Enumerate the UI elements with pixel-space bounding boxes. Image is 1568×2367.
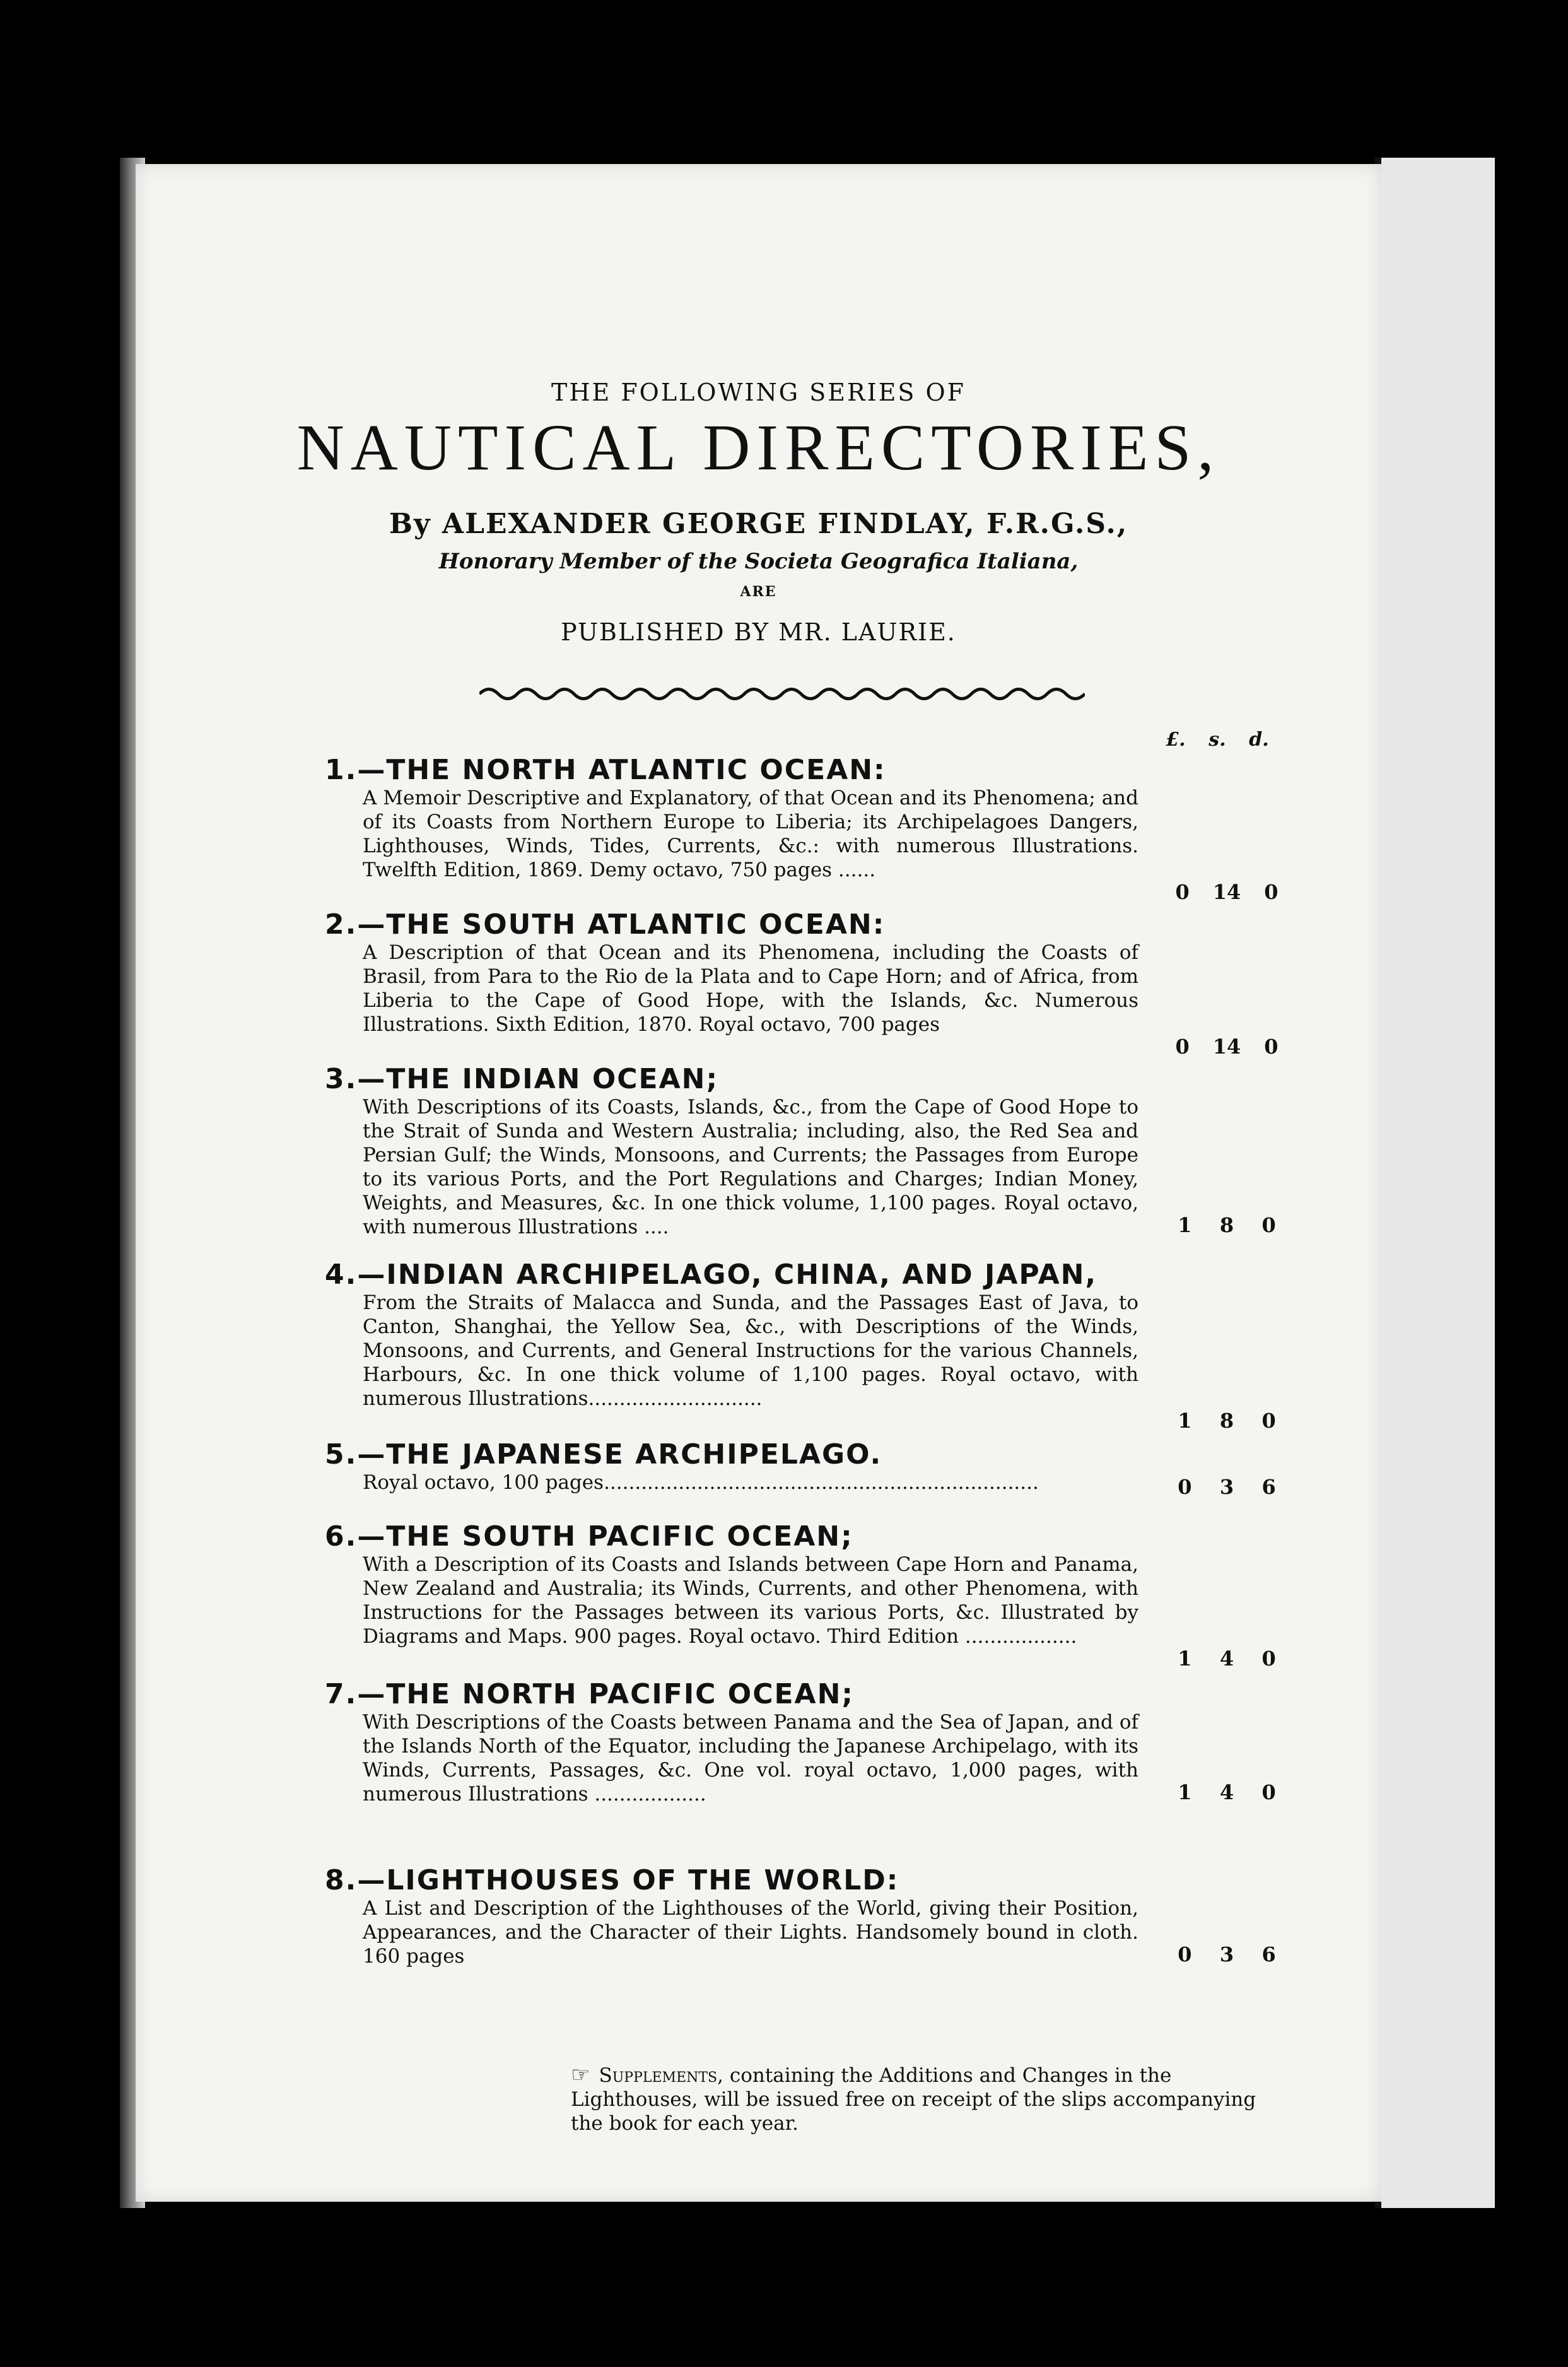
entry-price — [1164, 1409, 1290, 1433]
price-shillings: 3 — [1219, 1475, 1234, 1499]
note-lead: Supplements, — [599, 2064, 723, 2087]
pointing-hand-icon: ☞ — [571, 2062, 590, 2088]
document-page — [136, 164, 1381, 2202]
price-pence: 6 — [1261, 1475, 1276, 1499]
currency-pounds: £. — [1166, 729, 1186, 751]
entry-price — [1164, 1475, 1290, 1499]
honorary-line: Honorary Member of the Societa Geografica Italiana, — [438, 549, 1079, 574]
entry-price — [1164, 1942, 1290, 1966]
entry-heading: 7.—THE NORTH PACIFIC OCEAN; — [325, 1678, 855, 1710]
entry-south-atlantic — [325, 908, 1290, 1059]
publisher-line: PUBLISHED BY MR. LAURIE. — [561, 618, 956, 646]
price-shillings: 4 — [1219, 1780, 1234, 1804]
entry-body: With Descriptions of its Coasts, Islands, &c., from the Cape of Good Hope to the Strait of Sunda and Western Australia; including, also, the Red Sea and Persian Gulf; the Winds, Monsoons, and Currents; the Passages from Europe to its various Ports, and the Port Regulations and Charges; Indian Money, Weights, and Measures, &c. In one thick volume, 1,100 pages. Royal octavo, with numerous Illustrations .... — [363, 1096, 1138, 1238]
series-line: THE FOLLOWING SERIES OF — [551, 379, 966, 406]
entry-body: With Descriptions of the Coasts between Panama and the Sea of Japan, and of the Islands North of the Equator, including the Japanese Archipelago, with its Winds, Currents, Passages, &c. One vol. royal octavo, 1,000 pages, with numerous Illustrations .................. — [363, 1711, 1138, 1806]
entry-body: With a Description of its Coasts and Islands between Cape Horn and Panama, New Zealand and Australia; its Winds, Currents, and other Phenomena, with Instructions for the Passages between its various Ports, &c. Illustrated by Diagrams and Maps. 900 pages. Royal octavo. Third Edition .................. — [363, 1553, 1138, 1648]
price-shillings: 8 — [1219, 1409, 1234, 1433]
entry-south-pacific — [325, 1520, 1290, 1671]
are-line: ARE — [740, 584, 777, 600]
price-shillings: 14 — [1212, 880, 1241, 904]
entry-north-atlantic — [325, 754, 1290, 904]
entry-heading: 3.—THE INDIAN OCEAN; — [325, 1063, 719, 1095]
price-pence: 6 — [1261, 1942, 1276, 1966]
entry-lighthouses — [325, 1864, 1290, 1968]
price-pence: 0 — [1264, 1035, 1278, 1059]
price-pounds: 1 — [1178, 1213, 1192, 1237]
entry-body: From the Straits of Malacca and Sunda, and the Passages East of Java, to Canton, Shanghai, the Yellow Sea, &c., with Descriptions of the Winds, Monsoons, and Currents, and General Instructions for the various Channels, Harbours, &c. In one thick volume of 1,100 pages. Royal octavo, with numerous Illustrations............................ — [363, 1291, 1138, 1410]
currency-header — [1154, 729, 1280, 751]
price-pence: 0 — [1261, 1647, 1276, 1671]
wavy-divider — [479, 681, 1085, 707]
entry-heading: 4.—INDIAN ARCHIPELAGO, CHINA, AND JAPAN, — [325, 1259, 1097, 1291]
currency-shillings: s. — [1208, 729, 1226, 751]
price-shillings: 4 — [1219, 1647, 1234, 1671]
price-pence: 0 — [1264, 880, 1278, 904]
entry-price — [1164, 1780, 1290, 1804]
currency-pence: d. — [1249, 729, 1269, 751]
price-pence: 0 — [1261, 1213, 1276, 1237]
entry-price — [1164, 1213, 1290, 1237]
price-pounds: 0 — [1178, 1475, 1192, 1499]
price-pounds: 1 — [1178, 1780, 1192, 1804]
author-line: By ALEXANDER GEORGE FINDLAY, F.R.G.S., — [389, 508, 1128, 540]
price-shillings: 3 — [1219, 1942, 1234, 1966]
next-page-edge — [1375, 158, 1495, 2208]
price-shillings: 8 — [1219, 1213, 1234, 1237]
price-pence: 0 — [1261, 1780, 1276, 1804]
entry-heading: 5.—THE JAPANESE ARCHIPELAGO. — [325, 1438, 882, 1471]
entry-heading: 1.—THE NORTH ATLANTIC OCEAN: — [325, 754, 886, 786]
entry-body: Royal octavo, 100 pages...................................................................... — [363, 1471, 1039, 1494]
price-shillings: 14 — [1212, 1035, 1241, 1059]
entry-heading: 8.—LIGHTHOUSES OF THE WORLD: — [325, 1864, 899, 1896]
entry-body: A Description of that Ocean and its Phenomena, including the Coasts of Brasil, from Para to the Rio de la Plata and to Cape Horn; and of Africa, from Liberia to the Cape of Good Hope, with the Islands, &c. Numerous Illustrations. Sixth Edition, 1870. Royal octavo, 700 pages — [363, 941, 1138, 1036]
entry-price — [1164, 1647, 1290, 1671]
entry-heading: 6.—THE SOUTH PACIFIC OCEAN; — [325, 1520, 853, 1553]
entry-body: A List and Description of the Lighthouses of the World, giving their Position, Appearances, and the Character of their Lights. Handsomely bound in cloth. 160 pages — [363, 1897, 1138, 1968]
supplements-note — [571, 2063, 1290, 2135]
price-pounds: 0 — [1178, 1942, 1192, 1966]
price-pounds: 0 — [1175, 880, 1190, 904]
entry-north-pacific — [325, 1678, 1290, 1806]
entry-indian-archipelago — [325, 1259, 1290, 1433]
price-pounds: 1 — [1178, 1647, 1192, 1671]
entry-japanese-archipelago — [325, 1438, 1290, 1499]
entry-price — [1164, 1035, 1290, 1059]
price-pounds: 0 — [1175, 1035, 1190, 1059]
entry-indian-ocean — [325, 1063, 1290, 1239]
price-pounds: 1 — [1178, 1409, 1192, 1433]
note-text: containing the Additions and Changes in the Lighthouses, will be issued free on receipt of the slips accompanying the book for each year. — [571, 2064, 1256, 2135]
entry-heading: 2.—THE SOUTH ATLANTIC OCEAN: — [325, 908, 886, 941]
entry-price — [1164, 880, 1290, 904]
page-title: NAUTICAL DIRECTORIES, — [296, 411, 1220, 484]
price-pence: 0 — [1261, 1409, 1276, 1433]
entry-body: A Memoir Descriptive and Explanatory, of that Ocean and its Phenomena; and of its Coasts from Northern Europe to Liberia; its Archipelagoes Dangers, Lighthouses, Winds, Tides, Currents, &c.: with numerous Illustrations. Twelfth Edition, 1869. Demy octavo, 750 pages ...... — [363, 787, 1138, 881]
